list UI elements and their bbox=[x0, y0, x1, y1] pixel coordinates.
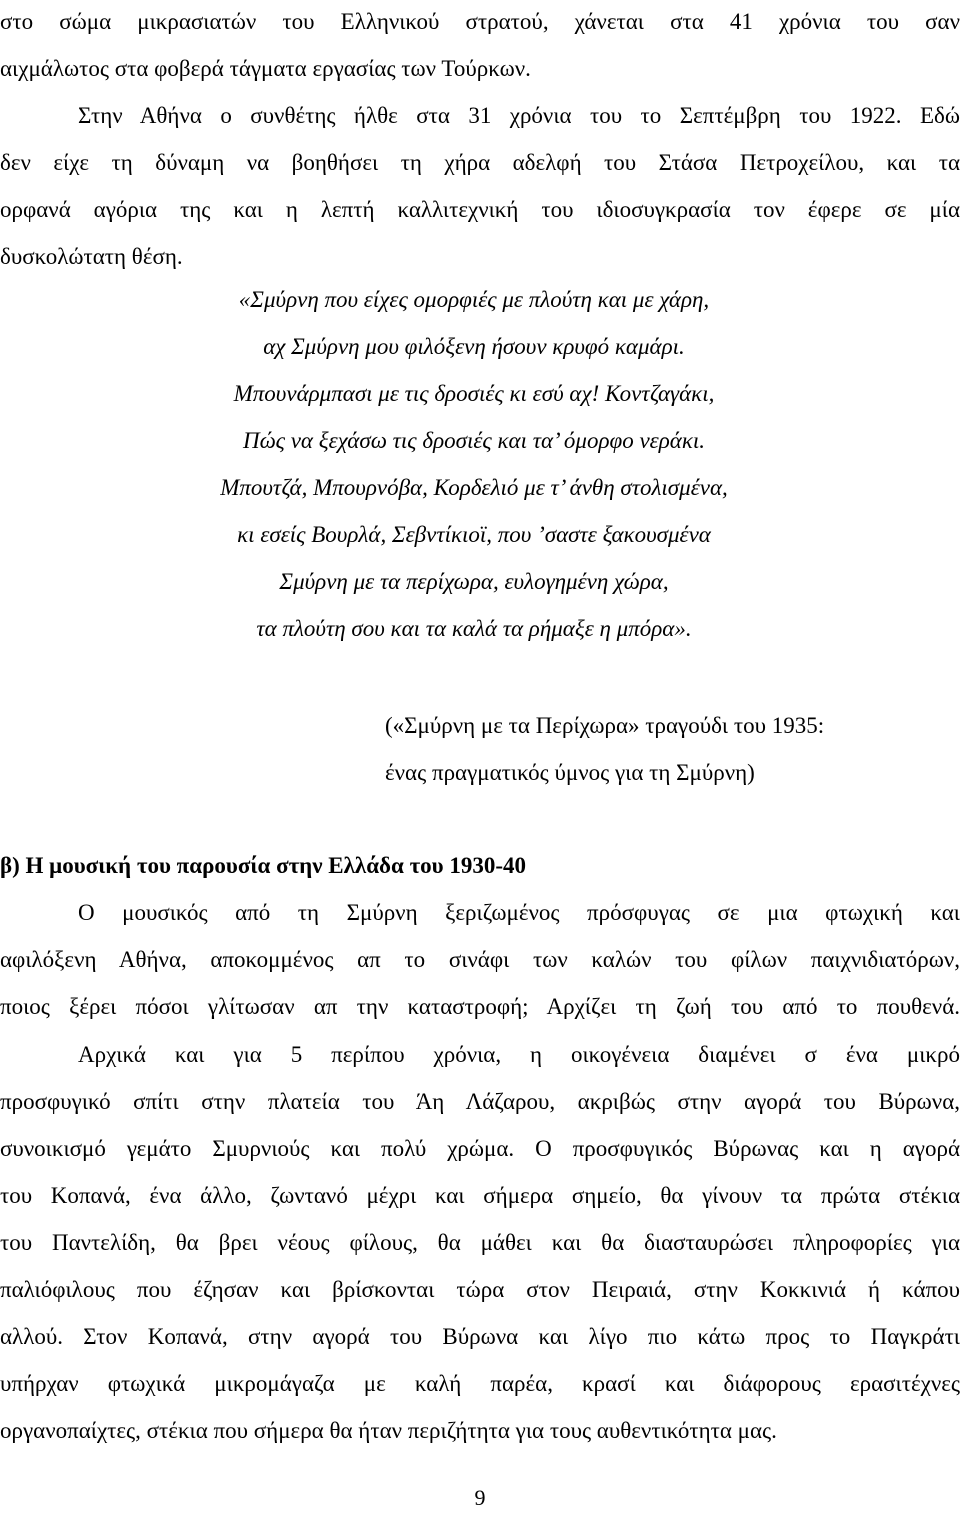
text-line: δεν είχε τη δύναμη να βοηθήσει τη χήρα αδελφή του Στάσα Πετροχείλου, και τα bbox=[0, 150, 960, 175]
text-line: αλλού. Στον Κοπανά, στην αγορά του Βύρωνα και λίγο πιο κάτω προς το Παγκράτι bbox=[0, 1324, 960, 1349]
poem-line: κι εσείς Βουρλά, Σεβντίκιοϊ, που ’σαστε ξακουσμένα bbox=[237, 522, 711, 547]
text-line: αφιλόξενη Αθήνα, αποκομμένος απ το σινάφι των καλών του φίλων παιχνιδιατόρων, bbox=[0, 947, 960, 972]
poem-line: Πώς να ξεχάσω τις δροσιές και τα’ όμορφο νεράκι. bbox=[242, 428, 706, 453]
text-line: συνοικισμό γεμάτο Σμυρνιούς και πολύ χρώμα. Ο προσφυγικός Βύρωνας και η αγορά bbox=[0, 1136, 960, 1161]
text-line: ορφανά αγόρια της και η λεπτή καλλιτεχνική του ιδιοσυγκρασία τον έφερε σε μία bbox=[0, 197, 960, 222]
text-line: παλιόφιλους που έζησαν και βρίσκονται τώρα στον Πειραιά, στην Κοκκινιά ή κάπου bbox=[0, 1277, 960, 1302]
poem-line: Σμύρνη με τα περίχωρα, ευλογημένη χώρα, bbox=[279, 569, 669, 594]
text-line: αιχμάλωτος στα φοβερά τάγματα εργασίας των Τούρκων. bbox=[0, 56, 531, 81]
caption-line: ένας πραγματικός ύμνος για τη Σμύρνη) bbox=[385, 760, 755, 785]
poem-line: Μπουτζά, Μπουρνόβα, Κορδελιό με τ’ άνθη στολισμένα, bbox=[220, 475, 728, 500]
poem-verse bbox=[0, 276, 960, 652]
text-line: ποιος ξέρει πόσοι γλίτωσαν απ την καταστροφή; Αρχίζει τη ζωή του από το πουθενά. bbox=[0, 994, 960, 1019]
section-heading bbox=[0, 842, 960, 889]
paragraph-2 bbox=[0, 889, 960, 1030]
text-line: Στην Αθήνα ο συνθέτης ήλθε στα 31 χρόνια του το Σεπτέμβρη του 1922. Εδώ bbox=[78, 103, 960, 128]
poem-caption bbox=[0, 702, 960, 796]
paragraph-3 bbox=[0, 1031, 960, 1454]
poem-line: Μπουνάρμπασι με τις δροσιές κι εσύ αχ! Κοντζαγάκι, bbox=[233, 381, 715, 406]
text-line: του Παντελίδη, θα βρει νέους φίλους, θα μάθει και θα διασταυρώσει πληροφορίες για bbox=[0, 1230, 960, 1255]
text-line: Ο μουσικός από τη Σμύρνη ξεριζωμένος πρόσφυγας σε μια φτωχική και bbox=[78, 900, 960, 925]
page-number: 9 bbox=[474, 1485, 486, 1510]
heading-text: β) Η μουσική του παρουσία στην Ελλάδα του 1930-40 bbox=[0, 853, 527, 878]
text-line: οργανοπαίχτες, στέκια που σήμερα θα ήταν περιζήτητα για τους αυθεντικότητα μας. bbox=[0, 1418, 777, 1443]
caption-line: («Σμύρνη με τα Περίχωρα» τραγούδι του 1935: bbox=[385, 713, 825, 738]
poem-line: «Σμύρνη που είχες ομορφιές με πλούτη και με χάρη, bbox=[238, 287, 710, 312]
text-line: δυσκολώτατη θέση. bbox=[0, 244, 183, 269]
text-line: του Κοπανά, ένα άλλο, ζωντανό μέχρι και σήμερα σημείο, θα γίνουν τα πρώτα στέκια bbox=[0, 1183, 960, 1208]
text-line: υπήρχαν φτωχικά μικρομάγαζα με καλή παρέα, κρασί και διάφορους ερασιτέχνες bbox=[0, 1371, 960, 1396]
paragraph-top bbox=[0, 0, 960, 280]
text-line: στο σώμα μικρασιατών του Ελληνικού στρατού, χάνεται στα 41 χρόνια του σαν bbox=[0, 9, 960, 34]
text-line: Αρχικά και για 5 περίπου χρόνια, η οικογένεια διαμένει σ ένα μικρό bbox=[78, 1042, 960, 1067]
poem-line: τα πλούτη σου και τα καλά τα ρήμαξε η μπόρα». bbox=[256, 616, 692, 641]
poem-line: αχ Σμύρνη μου φιλόξενη ήσουν κρυφό καμάρι. bbox=[263, 334, 685, 359]
text-line: προσφυγικό σπίτι στην πλατεία του Άη Λάζαρου, ακριβώς στην αγορά του Βύρωνα, bbox=[0, 1089, 960, 1114]
